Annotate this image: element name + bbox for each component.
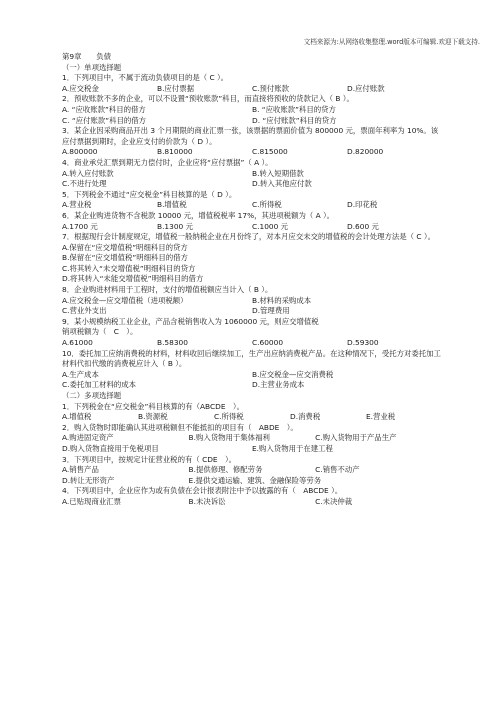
option: B.资源税 [138, 412, 168, 422]
option: C.营业外支出 [62, 306, 107, 316]
question-stem: 3．某企业因采购商品开出 3 个月期限的商业汇票一张，该票据的票面价值为 800000 元，票面年利率为 10%。该应付票据到期时，企业应支付的价款为（ D ）。 [62, 126, 439, 146]
option: D.600 元 [347, 221, 379, 231]
option: D.转入其他应付款 [252, 179, 312, 189]
document-body [62, 52, 442, 508]
option-row [62, 296, 442, 307]
option: D.主营业务成本 [252, 380, 305, 390]
question-stem: 7．根据现行会计制度规定，增值税一般纳税企业在月份终了，对本月应交未交的增值税的会计处理方法是（ C ）。 [62, 232, 436, 242]
option: C.1000 元 [252, 221, 289, 231]
option: B.转入短期借款 [252, 168, 304, 178]
option-row [62, 433, 442, 444]
option-row [62, 179, 442, 190]
option: A.800000 [62, 147, 98, 157]
option-row [62, 105, 442, 116]
option: B.应交税金—应交消费税 [252, 369, 334, 379]
option: B.材料的采购成本 [252, 295, 312, 305]
option: A.销售产品 [62, 465, 99, 475]
option: B.保留在“应交增值税”明细科目的借方 [62, 253, 188, 263]
option: B.58300 [157, 338, 188, 348]
option: A.增值税 [62, 412, 92, 422]
option: A.应交税金—应交增值税（进项税额） [62, 295, 188, 305]
question-stem: 2．预收账款不多的企业，可以不设置“预收账款”科目，而直接将预收的货款记入（ B ）。 [62, 94, 354, 104]
option: D.购入货物直接用于免税项目 [62, 443, 159, 453]
question-stem: 3．下列项目中，按规定计征营业税的有（ CDE ）。 [62, 454, 237, 464]
option: D.59300 [347, 338, 379, 348]
option-row [62, 465, 442, 476]
option-row [62, 116, 442, 127]
question-stem: 9．某小规模纳税工业企业，产品含税销售收入为 1060000 元，则应交增值税 [62, 316, 319, 326]
option-row [62, 306, 442, 317]
section-heading-single-choice: （一）单项选择题 [62, 62, 122, 72]
option: A.生产成本 [62, 369, 99, 379]
option: C.所得税 [214, 412, 244, 422]
option: A.1700 元 [62, 221, 98, 231]
option: D.管理费用 [252, 306, 290, 316]
option: C.将其转入“未交增值税”明细科目的贷方 [62, 263, 196, 273]
question-stem: 1．下列税金在“应交税金”科目核算的有（ABCDE ）。 [62, 401, 244, 411]
option: D. “应付账款”科目的贷方 [252, 115, 337, 125]
question-stem: 5．下列税金不通过“应交税金”科目核算的是（ D ）。 [62, 189, 237, 199]
option: B.810000 [157, 147, 193, 157]
option: D.消费税 [290, 412, 321, 422]
option: B.提供修理、修配劳务 [188, 465, 263, 475]
option-row [62, 147, 442, 158]
option: C.委托加工材料的成本 [62, 380, 137, 390]
option-row [62, 380, 442, 391]
question-stem: 4．下列项目中，企业应作为或有负债在会计报表附注中予以披露的有（ ABCDE ）。 [62, 486, 343, 496]
option: E.购入货物用于在建工程 [252, 443, 333, 453]
option: D.820000 [347, 147, 384, 157]
option: B.增值税 [157, 200, 187, 210]
option: A.61000 [62, 338, 93, 348]
option-row [62, 412, 442, 423]
option: D.印花税 [347, 200, 378, 210]
option-row [62, 370, 442, 381]
option: A.购进固定资产 [62, 433, 114, 443]
question-stem: 8．企业购进材料用于工程时，支付的增值税额应当计入（ B ）。 [62, 285, 273, 295]
option: C.815000 [252, 147, 288, 157]
option: E.提供交通运输、建筑、金融保险等劳务 [188, 475, 322, 485]
question-stem: 10．委托加工应纳消费税的材料，材料收回后继续加工，生产出应纳消费税产品。在这种情况下，受托方对委托加工材料代扣代缴的消费税应计入（ B ）。 [62, 348, 441, 369]
option: C.未决仲裁 [315, 496, 353, 506]
option: C.不进行处理 [62, 179, 107, 189]
option: C.销售不动产 [315, 465, 360, 475]
option: D.将其转入“未能交增值税”明细科目的借方 [62, 274, 204, 284]
question-stem: 2．购入货物时即能确认其进项税额但不能抵扣的项目有（ ABDE ）。 [62, 422, 298, 432]
option: B.未决诉讼 [188, 496, 226, 506]
option: B.购入货物用于集体福利 [188, 433, 270, 443]
option-row [62, 200, 442, 211]
option-row [62, 497, 442, 508]
option: D.应付账款 [347, 83, 385, 93]
option: B. “应收账款”科目的贷方 [252, 104, 336, 114]
option: C.购入货物用于产品生产 [315, 433, 397, 443]
option-row [62, 338, 442, 349]
section-heading-multiple-choice: （二）多项选择题 [62, 391, 122, 400]
option: A. “应收账款”科目的借方 [62, 104, 146, 114]
option-row [62, 444, 442, 455]
option: A.营业税 [62, 200, 92, 210]
question-stem: 1．下列项目中，不属于流动负债项目的是（ C ）。 [62, 73, 229, 83]
question-stem: 4．商业承兑汇票到期无力偿付时，企业应将“应付票据”（ A ）。 [62, 157, 273, 167]
option-row [62, 84, 442, 95]
option: E.营业税 [366, 412, 396, 422]
page-header: 文档来源为:从网络收集整理.word版本可编辑.欢迎下载支持. [303, 38, 480, 46]
option: A.保留在“应交增值税”明细科目的贷方 [62, 242, 188, 252]
option-row [62, 169, 442, 180]
option: C.60000 [252, 338, 284, 348]
option-row [62, 476, 442, 487]
option: A.转入应付账款 [62, 168, 114, 178]
option: D.转让无形资产 [62, 475, 115, 485]
chapter-title: 第9章 负债 [62, 52, 112, 61]
option: C.所得税 [252, 200, 282, 210]
option: A.应交税金 [62, 83, 99, 93]
option: C.预付账款 [252, 83, 290, 93]
option-row [62, 222, 442, 233]
option: A.已贴现商业汇票 [62, 496, 122, 506]
option: B.应付票据 [157, 83, 194, 93]
option: B.1300 元 [157, 221, 193, 231]
question-stem-continued: 销项税额为（ C ）。 [62, 327, 138, 337]
question-stem: 6．某企业购进货物不含税款 10000 元，增值税税率 17%，其进项税额为（ A ）。 [62, 210, 335, 220]
option: C. “应付账款”科目的借方 [62, 115, 147, 125]
